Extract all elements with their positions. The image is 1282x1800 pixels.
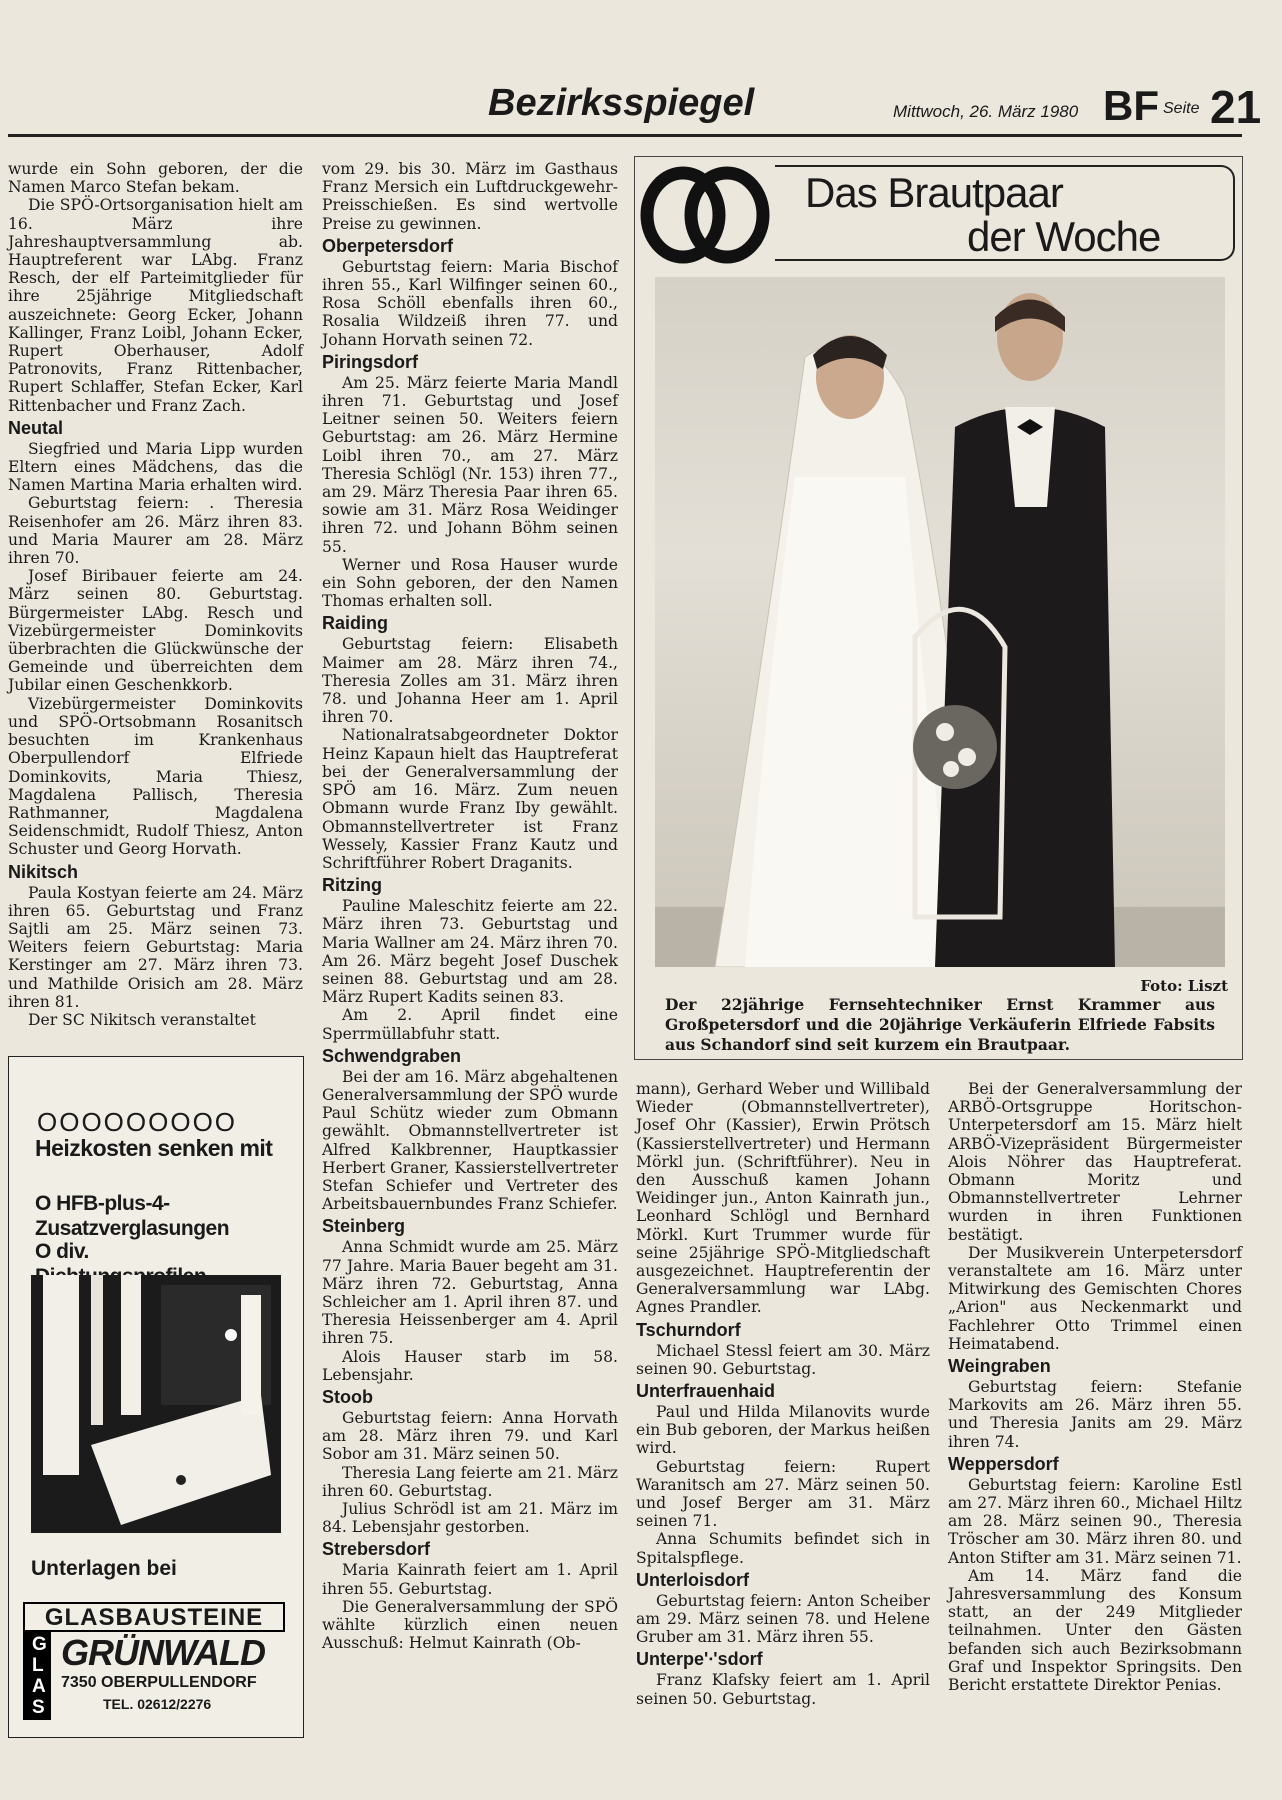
article-text: Theresia Lang feierte am 21. März ihren 60. Geburtstag. (322, 1463, 618, 1500)
article-text: Bei der Generalversammlung der ARBÖ-Ortsgruppe Horitschon-Unterpetersdorf am 15. März hielt ARBÖ-Vizepräsident Bürgermeister Alois Nöhrer das Hauptreferat. Obmann Moritz und Obmannstellvertreter Lehrner wurden in ihren Funktionen bestätigt. (948, 1080, 1242, 1244)
article-text: Der SC Nikitsch veranstaltet (28, 1010, 256, 1029)
town-heading-neutal: Neutal (8, 417, 64, 438)
article-text: Paul und Hilda Milanovits wurde ein Bub geboren, der Markus heißen wird. (636, 1403, 930, 1458)
article-text: Maria Kainrath feiert am 1. April ihren 55. Geburtstag. (322, 1561, 618, 1598)
article-text: Geburtstag feiern: Rupert Waranitsch am 27. März seinen 50. und Josef Berger am 31. März seinen 71. (636, 1457, 930, 1531)
article-text: Bei der am 16. März abgehaltenen Generalversammlung der SPÖ wurde Paul Schütz wieder zum Obmann gewählt. Obmannstellvertreter ist Alfred Kalkbrenner, Hauptkassier Herbert Graner, Kassierstellvertreter Stefan Schiefer und Vertreter des Arbeitsbauernbundes Franz Schiefer. (322, 1067, 618, 1214)
photo-caption: Der 22jährige Fernsehtechniker Ernst Krammer aus Großpetersdorf und die 20jährige Verkäuferin Elfriede Fabsits aus Schandorf sind seit kurzem ein Brautpaar. (665, 995, 1215, 1054)
article-text: Am 14. März fand die Jahresversammlung des Konsum statt, an der 249 Mitglieder teilnahmen. Unter den Gästen befanden sich auch Bezirksobmann Graf und Inspektor Springsits. Den Bericht erstattete Direktor Penias. (948, 1566, 1242, 1695)
ad-documents-label: Unterlagen bei (31, 1557, 177, 1580)
section-title: Bezirksspiegel (488, 82, 755, 124)
town-heading-nikitsch: Nikitsch (8, 861, 79, 882)
article-text: Der Musikverein Unterpetersdorf veranstaltete am 16. März unter Mitwirkung des Gemischten Chores „Arion" aus Neckenmarkt und Fachlehrer Otto Trimmel einen Heimatabend. (948, 1243, 1242, 1353)
company-tagline: GLASBAUSTEINE (23, 1602, 285, 1632)
town-heading-weppersdorf: Weppersdorf (948, 1453, 1059, 1474)
ad-headline: Heizkosten senken mit (35, 1135, 273, 1161)
paper-logo: BF (1103, 82, 1159, 129)
article-text: Geburtstag feiern: Anna Horvath am 28. März ihren 79. und Karl Sobor am 31. März seinen 50. (322, 1408, 618, 1464)
article-text: Julius Schrödl ist am 21. März im 84. Lebensjahr gestorben. (322, 1500, 618, 1537)
article-text: Geburtstag feiern: Karoline Estl am 27. März ihren 60., Michael Hiltz am 28. März seinen 90., Theresia Tröscher am 30. März ihren 80. und Anton Stifter am 31. März seinen 71. (948, 1475, 1242, 1567)
town-heading-oberpetersdorf: Oberpetersdorf (322, 235, 454, 256)
company-side-letters (23, 1632, 51, 1720)
article-text: Geburtstag feiern: Elisabeth Maimer am 28. März ihren 74., Theresia Zolles am 31. März ihren 78. und Johanna Heer am 1. April ihren 70. (322, 635, 618, 727)
article-text: Geburtstag feiern: . Theresia Reisenhofer am 26. März ihren 83. und Maria Maurer am 28. März ihren 70. (8, 494, 303, 568)
article-text: Werner und Rosa Hauser wurde ein Sohn geboren, der den Namen Thomas erhalten soll. (322, 555, 618, 611)
article-text: vom 29. bis 30. März im Gasthaus Franz Mersich ein Luftdruckgewehr-Preisschießen. Es sind wertvolle Preise zu gewinnen. (322, 160, 618, 233)
side-text: GLAS (32, 1634, 47, 1718)
article-text: Nationalratsabgeordneter Doktor Heinz Kapaun hielt das Hauptreferat bei der Generalversammlung der SPÖ am 16. März. Zum neuen Obmann wurde Franz Iby gewählt. Obmannstellvertreter ist Franz Wessely, Kassier Franz Kautz und Schriftführer Robert Draganits. (322, 726, 618, 872)
column-3 (636, 1080, 930, 1708)
photo-credit: Foto: Liszt (1140, 977, 1228, 995)
article-text: Geburtstag feiern: Maria Bischof ihren 55., Karl Wilfinger seinen 60., Rosa Schöll ebenfalls ihren 60., Rosalia Wildzeiß ihren 77. und Johann Horvath seinen 72. (322, 257, 618, 349)
wedding-photo (655, 277, 1225, 967)
article-text: Michael Stessl feiert am 30. März seinen 90. Geburtstag. (636, 1341, 930, 1378)
article-text: mann), Gerhard Weber und Willibald Wieder (Obmannstellvertreter), Josef Ohr (Kassier), Erwin Prötsch (Kassierstellvertreter) und Hermann Mörkl jun. (Schriftführer). Neu in den Ausschuß kamen Johann Weidinger jun., Anton Kainrath jun., Leonhard Schlögl und Bernhard Mörkl. Kurt Trummer wurde für seine 25jährige SPÖ-Mitgliedschaft ausgezeichnet. Hauptreferentin der Generalversammlung war LAbg. Agnes Prandler. (636, 1080, 930, 1317)
article-text: Paula Kostyan feierte am 24. März ihren 65. Geburtstag und Franz Sajtli am 25. März seinen 73. Weiters feiern Geburtstag: Maria Kerstinger am 27. März ihren 73. und Mathilde Orisich am 28. März ihren 81. (8, 883, 303, 1011)
town-heading-unterpetersdorf: Unterpe'∙'sdorf (636, 1649, 763, 1670)
town-heading-weingraben: Weingraben (948, 1356, 1051, 1377)
wedding-rings-icon (635, 157, 785, 267)
town-heading-steinberg: Steinberg (322, 1216, 406, 1237)
article-text: Siegfried und Maria Lipp wurden Eltern eines Mädchens, das die Namen Martina Maria erhalten wird. (8, 439, 303, 495)
article-text: Anna Schmidt wurde am 25. März 77 Jahre. Maria Bauer begeht am 31. März ihren 72. Geburtstag, Anna Schleicher am 1. April ihren 87. und Theresia Heissenberger am 4. April ihren 75. (322, 1238, 618, 1348)
town-heading-strebersdorf: Strebersdorf (322, 1539, 431, 1560)
article-text: Am 2. April findet eine Sperrmüllabfuhr statt. (322, 1006, 618, 1043)
ad-bullet-2: O div. (35, 1240, 89, 1263)
wedding-feature (634, 156, 1243, 1060)
article-text: Die Generalversammlung der SPÖ wählte kürzlich einen neuen Ausschuß: Helmut Kainrath (Ob- (322, 1597, 618, 1653)
company-name: GRÜNWALD (61, 1632, 265, 1673)
town-heading-raiding: Raiding (322, 613, 388, 634)
feature-title-line2: der Woche (967, 213, 1161, 260)
page-header (8, 72, 1262, 137)
article-text: Am 25. März feierte Maria Mandl ihren 71. Geburtstag und Josef Leitner seinen 50. Weiters feiern Geburtstag: am 26. März Hermine Loibl ihren 70., am 27. März Theresia Schlögl (Nr. 153) ihren 77., am 29. März Theresia Paar ihren 65. sowie am 31. März Rosa Weidinger ihren 72. und Johann Böhm seinen 55. (322, 373, 618, 556)
ad-bullet-1: O HFB-plus-4-Zusatzverglasungen (35, 1192, 230, 1240)
article-text: Anna Schumits befindet sich in Spitalspflege. (636, 1530, 930, 1567)
company-address: 7350 OBERPULLENDORF (61, 1674, 257, 1691)
issue-date: Mittwoch, 26. März 1980 (893, 102, 1079, 121)
article-text: Geburtstag feiern: Anton Scheiber am 29. März seinen 78. und Helene Gruber am 31. März ihren 55. (636, 1591, 930, 1647)
article-text: Pauline Maleschitz feierte am 22. März ihren 73. Geburtstag und Maria Wallner am 24. März ihren 70. Am 26. März begeht Josef Duschek seinen 88. Geburtstag und am 28. März Rupert Kadits seinen 83. (322, 897, 618, 1007)
glass-advertisement (8, 1056, 304, 1738)
page-number: 21 (1210, 81, 1262, 133)
column-4 (948, 1080, 1242, 1694)
article-text: Alois Hauser starb im 58. Lebensjahr. (322, 1347, 618, 1384)
article-text: Franz Klafsky feiert am 1. April seinen 50. Geburtstag. (636, 1671, 930, 1708)
company-phone: TEL. 02612/2276 (103, 1696, 212, 1712)
bride-and-groom-photo-icon (655, 277, 1225, 967)
town-heading-tschurndorf: Tschurndorf (636, 1319, 741, 1340)
town-heading-unterloisdorf: Unterloisdorf (636, 1569, 750, 1590)
column-2 (322, 160, 618, 1652)
company-logo (23, 1602, 285, 1720)
feature-title-line1: Das Brautpaar (805, 169, 1063, 216)
decorative-circles: OOOOOOOOO (37, 1107, 238, 1137)
town-heading-stoob: Stoob (322, 1386, 373, 1407)
page-label: Seite (1163, 100, 1200, 117)
article-text: Josef Biribauer feierte am 24. März seinen 80. Geburtstag. Bürgermeister LAbg. Resch und Vizebürgermeister Dominkovits überbrachten die Glückwünsche der Gemeinde und überreichten dem Jubilar einen Geschenkkorb. (8, 567, 303, 695)
window-frame-icon (31, 1275, 281, 1533)
town-heading-unterfrauenhaid: Unterfrauenhaid (636, 1381, 776, 1402)
town-heading-piringsdorf: Piringsdorf (322, 351, 419, 372)
column-1 (8, 160, 303, 1029)
article-text: wurde ein Sohn geboren, der die Namen Marco Stefan bekam. (8, 160, 303, 197)
article-text: Die SPÖ-Ortsorganisation hielt am 16. März ihre Jahreshauptversammlung ab. Hauptreferent war LAbg. Franz Resch, der elf Parteimitglieder für ihre 25jährige Mitgliedschaft auszeichnete: Georg Ecker, Johann Kallinger, Franz Loibl, Johann Ecker, Rupert Oberhauser, Adolf Patronovits, Franz Rittenbacher, Rupert Schlaffer, Stefan Ecker, Karl Rittenbacher und Franz Zach. (8, 196, 303, 415)
article-text: Vizebürgermeister Dominkovits und SPÖ-Ortsobmann Rosanitsch besuchten im Krankenhaus Oberpullendorf Elfriede Dominkovits, Maria Thiesz, Magdalena Pallisch, Theresia Rathmanner, Magdalena Seidenschmidt, Rudolf Thiesz, Anton Schuster und Georg Horvath. (8, 694, 303, 859)
town-heading-schwendgraben: Schwendgraben (322, 1045, 462, 1066)
article-text: Geburtstag feiern: Stefanie Markovits am 26. März ihren 55. und Theresia Janits am 29. März ihren 74. (948, 1378, 1242, 1451)
town-heading-ritzing: Ritzing (322, 875, 382, 896)
